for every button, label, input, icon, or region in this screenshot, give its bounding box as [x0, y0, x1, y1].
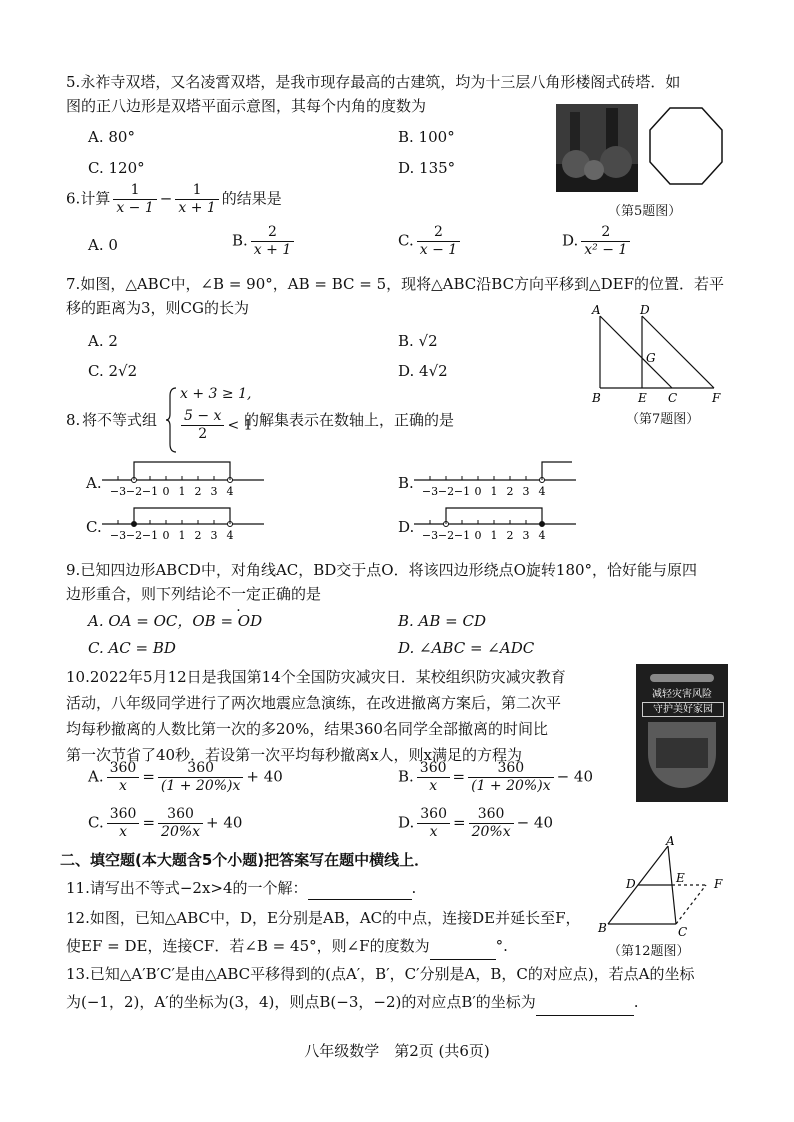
tick-label: 0 — [474, 485, 482, 498]
q6-frac2: $\frac{1}{x + 1}$ — [175, 182, 218, 217]
disaster-poster — [636, 664, 728, 802]
tick-label: 1 — [490, 529, 498, 542]
q12-line1: 如图，已知△ABC中，D，E分别是AB，AC的中点，连接DE并延长至F， — [89, 909, 581, 927]
tick-label: −1 — [453, 485, 471, 498]
poster-title-1: 减轻灾害风险 — [652, 689, 712, 700]
q9-line1: 已知四边形ABCD中，对角线AC，BD交于点O．将该四边形绕点O旋转180°，恰好能与原四 — [80, 561, 698, 579]
tower-photo — [556, 104, 638, 192]
q8-number-line-b — [410, 456, 580, 500]
q10-option-d: D. $\frac{360}{x}$ = $\frac{360}{20\%x}$ − 40 — [398, 806, 554, 840]
q8-inequality-1: x + 3 ≥ 1, — [180, 386, 252, 402]
tick-label: 3 — [210, 529, 218, 542]
q9-option-b: B. AB = CD — [398, 612, 487, 630]
label-b: B — [598, 921, 607, 935]
page-footer: 八年级数学 第2页 (共6页) — [304, 1042, 490, 1060]
q10-option-b: B. $\frac{360}{x}$ = $\frac{360}{(1 + 20\%)x}$ − 40 — [398, 760, 594, 794]
q8-prefix: 将不等式组 — [82, 411, 158, 429]
q8-number-line-c — [98, 500, 268, 544]
tick-label: 3 — [522, 529, 530, 542]
q7-option-a: A. 2 — [88, 332, 118, 350]
q7-line2: 移的距离为3，则CG的长为 — [66, 299, 250, 317]
q13-line2: 为(−1，2)，A′的坐标为(3，4)，则点B(−3，−2)的对应点B′的坐标为 — [66, 993, 536, 1011]
q9-option-c: C. AC = BD — [88, 639, 176, 657]
label-c: C — [678, 925, 688, 939]
q10-line3: 均每秒撤离的人数比第一次的多20%，结果360名同学全部撤离的时间比 — [66, 720, 548, 738]
tick-label: 4 — [226, 485, 234, 498]
tick-label: −2 — [437, 529, 455, 542]
q13-line1: 已知△A′B′C′是由△ABC平移得到的(点A′，B′，C′分别是A，B，C的对应点)，若点A的坐标 — [89, 965, 695, 983]
q6-frac1: $\frac{1}{x - 1}$ — [113, 182, 156, 217]
q11-end: . — [411, 879, 417, 897]
q5-line1: 永祚寺双塔，又名凌霄双塔，是我市现存最高的古建筑，均为十三层八角形楼阁式砖塔．如 — [80, 73, 681, 91]
q13-answer-blank[interactable] — [536, 997, 634, 1016]
q10-option-c: C. $\frac{360}{x}$ = $\frac{360}{20\%x}$ + 40 — [88, 806, 243, 840]
minus-sign: − — [159, 189, 173, 208]
q6-option-b: B. $\frac{2}{x + 1}$ — [232, 224, 297, 259]
q6-option-a: A. 0 — [88, 236, 118, 254]
q7-option-b: B. √2 — [398, 332, 438, 350]
q6-prefix: 计算 — [80, 189, 111, 208]
tick-label: −3 — [109, 529, 127, 542]
q12-end: °. — [495, 937, 508, 955]
q5-option-d: D. 135° — [398, 159, 456, 177]
q12-stem — [66, 904, 606, 960]
q8-option-b-label: B. — [398, 474, 414, 492]
q7-caption: （第7题图） — [626, 412, 700, 427]
q12-answer-blank[interactable] — [430, 941, 496, 960]
q7-option-c: C. 2√2 — [88, 362, 138, 380]
label-c: C — [668, 391, 678, 405]
q11-text: 请写出不等式−2x>4的一个解： — [89, 879, 308, 897]
q8-number: 8. — [66, 411, 81, 429]
q12-line2: 使EF = DE，连接CF．若∠B = 45°，则∠F的度数为 — [66, 937, 430, 955]
q5-caption: （第5题图） — [608, 204, 682, 219]
question-number: 6. — [66, 189, 81, 208]
q8-option-a-label: A. — [86, 474, 102, 492]
question-number: 13. — [66, 965, 90, 983]
q12-triangle-figure — [594, 836, 740, 940]
label-f: F — [712, 391, 721, 405]
label-g: G — [646, 351, 656, 365]
q11-answer-blank[interactable] — [308, 881, 412, 900]
q6-option-d: D. $\frac{2}{\text{x² − 1}}$ — [562, 224, 633, 259]
tick-label: −3 — [109, 485, 127, 498]
q9-option-d: D. ∠ABC = ∠ADC — [398, 639, 535, 657]
tick-label: 2 — [506, 485, 514, 498]
q8-number-line-d — [410, 500, 580, 544]
q10-line4: 第一次节省了40秒．若设第一次平均每秒撤离x人，则x满足的方程为 — [66, 746, 523, 764]
label-a: A — [666, 836, 675, 848]
q6-suffix: 的结果是 — [221, 189, 282, 208]
tick-label: 0 — [162, 485, 170, 498]
label-e: E — [638, 391, 647, 405]
tick-label: −3 — [421, 529, 439, 542]
tick-label: 2 — [194, 529, 202, 542]
q9-option-a: A. OA = OC，OB = OD — [88, 612, 263, 630]
question-number: 7. — [66, 275, 81, 293]
question-number: 10. — [66, 668, 90, 686]
q11-stem — [66, 876, 416, 900]
q6-stem — [66, 182, 736, 217]
q6-option-c: C. $\frac{2}{x - 1}$ — [398, 224, 463, 259]
q5-option-a: A. 80° — [88, 128, 135, 146]
question-number: 9. — [66, 561, 81, 579]
tick-label: 4 — [538, 485, 546, 498]
tick-label: 2 — [506, 529, 514, 542]
label-d: D — [626, 877, 636, 891]
tick-label: 3 — [210, 485, 218, 498]
label-d: D — [640, 303, 650, 317]
q7-line1: 如图，△ABC中，∠B = 90°，AB = BC = 5，现将△ABC沿BC方向平移到△DEF的位置．若平 — [80, 275, 724, 293]
q8-number-line-a — [98, 456, 268, 500]
q10-line2: 活动，八年级同学进行了两次地震应急演练，在改进撤离方案后，第二次平 — [66, 694, 562, 712]
tick-label: 1 — [490, 485, 498, 498]
q13-end: . — [633, 993, 639, 1011]
q5-line2: 图的正八边形是双塔平面示意图，其每个内角的度数为 — [66, 97, 427, 115]
label-b: B — [592, 391, 601, 405]
q5-option-b: B. 100° — [398, 128, 455, 146]
q9-emphasis: 不一定 — [216, 585, 262, 603]
tick-label: 1 — [178, 529, 186, 542]
q7-option-d: D. 4√2 — [398, 362, 448, 380]
question-number: 5. — [66, 73, 81, 91]
q8-option-c-label: C. — [86, 518, 102, 536]
q8-suffix: 的解集表示在数轴上，正确的是 — [244, 411, 455, 429]
q10-stem — [66, 664, 626, 768]
section-heading: 二、填空题(本大题含5个小题)把答案写在题中横线上． — [60, 851, 430, 869]
tick-label: −2 — [125, 485, 143, 498]
q13-stem — [66, 960, 746, 1016]
tick-label: 4 — [226, 529, 234, 542]
octagon-figure — [646, 104, 726, 188]
q9-line2c: 正确的是 — [261, 585, 322, 603]
tick-label: −2 — [125, 529, 143, 542]
label-e: E — [676, 871, 685, 885]
tick-label: 4 — [538, 529, 546, 542]
brace-icon — [166, 386, 178, 454]
label-f: F — [714, 877, 723, 891]
tick-label: 1 — [178, 485, 186, 498]
q10-line1: 2022年5月12日是我国第14个全国防灾减灾日．某校组织防灾减灾教育 — [89, 668, 566, 686]
question-number: 12. — [66, 909, 90, 927]
q9-stem — [66, 558, 736, 606]
tick-label: 3 — [522, 485, 530, 498]
label-a: A — [592, 303, 601, 317]
question-number: 11. — [66, 879, 90, 897]
tick-label: −1 — [453, 529, 471, 542]
tick-label: −2 — [437, 485, 455, 498]
tick-label: 0 — [162, 529, 170, 542]
q12-caption: （第12题图） — [608, 944, 690, 959]
poster-title-2: 守护美好家园 — [642, 702, 724, 717]
q8-option-d-label: D. — [398, 518, 415, 536]
tick-label: 2 — [194, 485, 202, 498]
q5-option-c: C. 120° — [88, 159, 145, 177]
tick-label: −1 — [141, 485, 159, 498]
q8-inequality-2: $\frac{5 - x}{2}$ < 1 — [178, 408, 253, 443]
q7-triangle-figure — [588, 302, 728, 408]
tick-label: −1 — [141, 529, 159, 542]
q9-line2a: 边形重合，则下列结论 — [66, 585, 217, 603]
tick-label: 0 — [474, 529, 482, 542]
q10-option-a: A. $\frac{360}{x}$ = $\frac{360}{(1 + 20\%)x}$ + 40 — [88, 760, 283, 794]
tick-label: −3 — [421, 485, 439, 498]
